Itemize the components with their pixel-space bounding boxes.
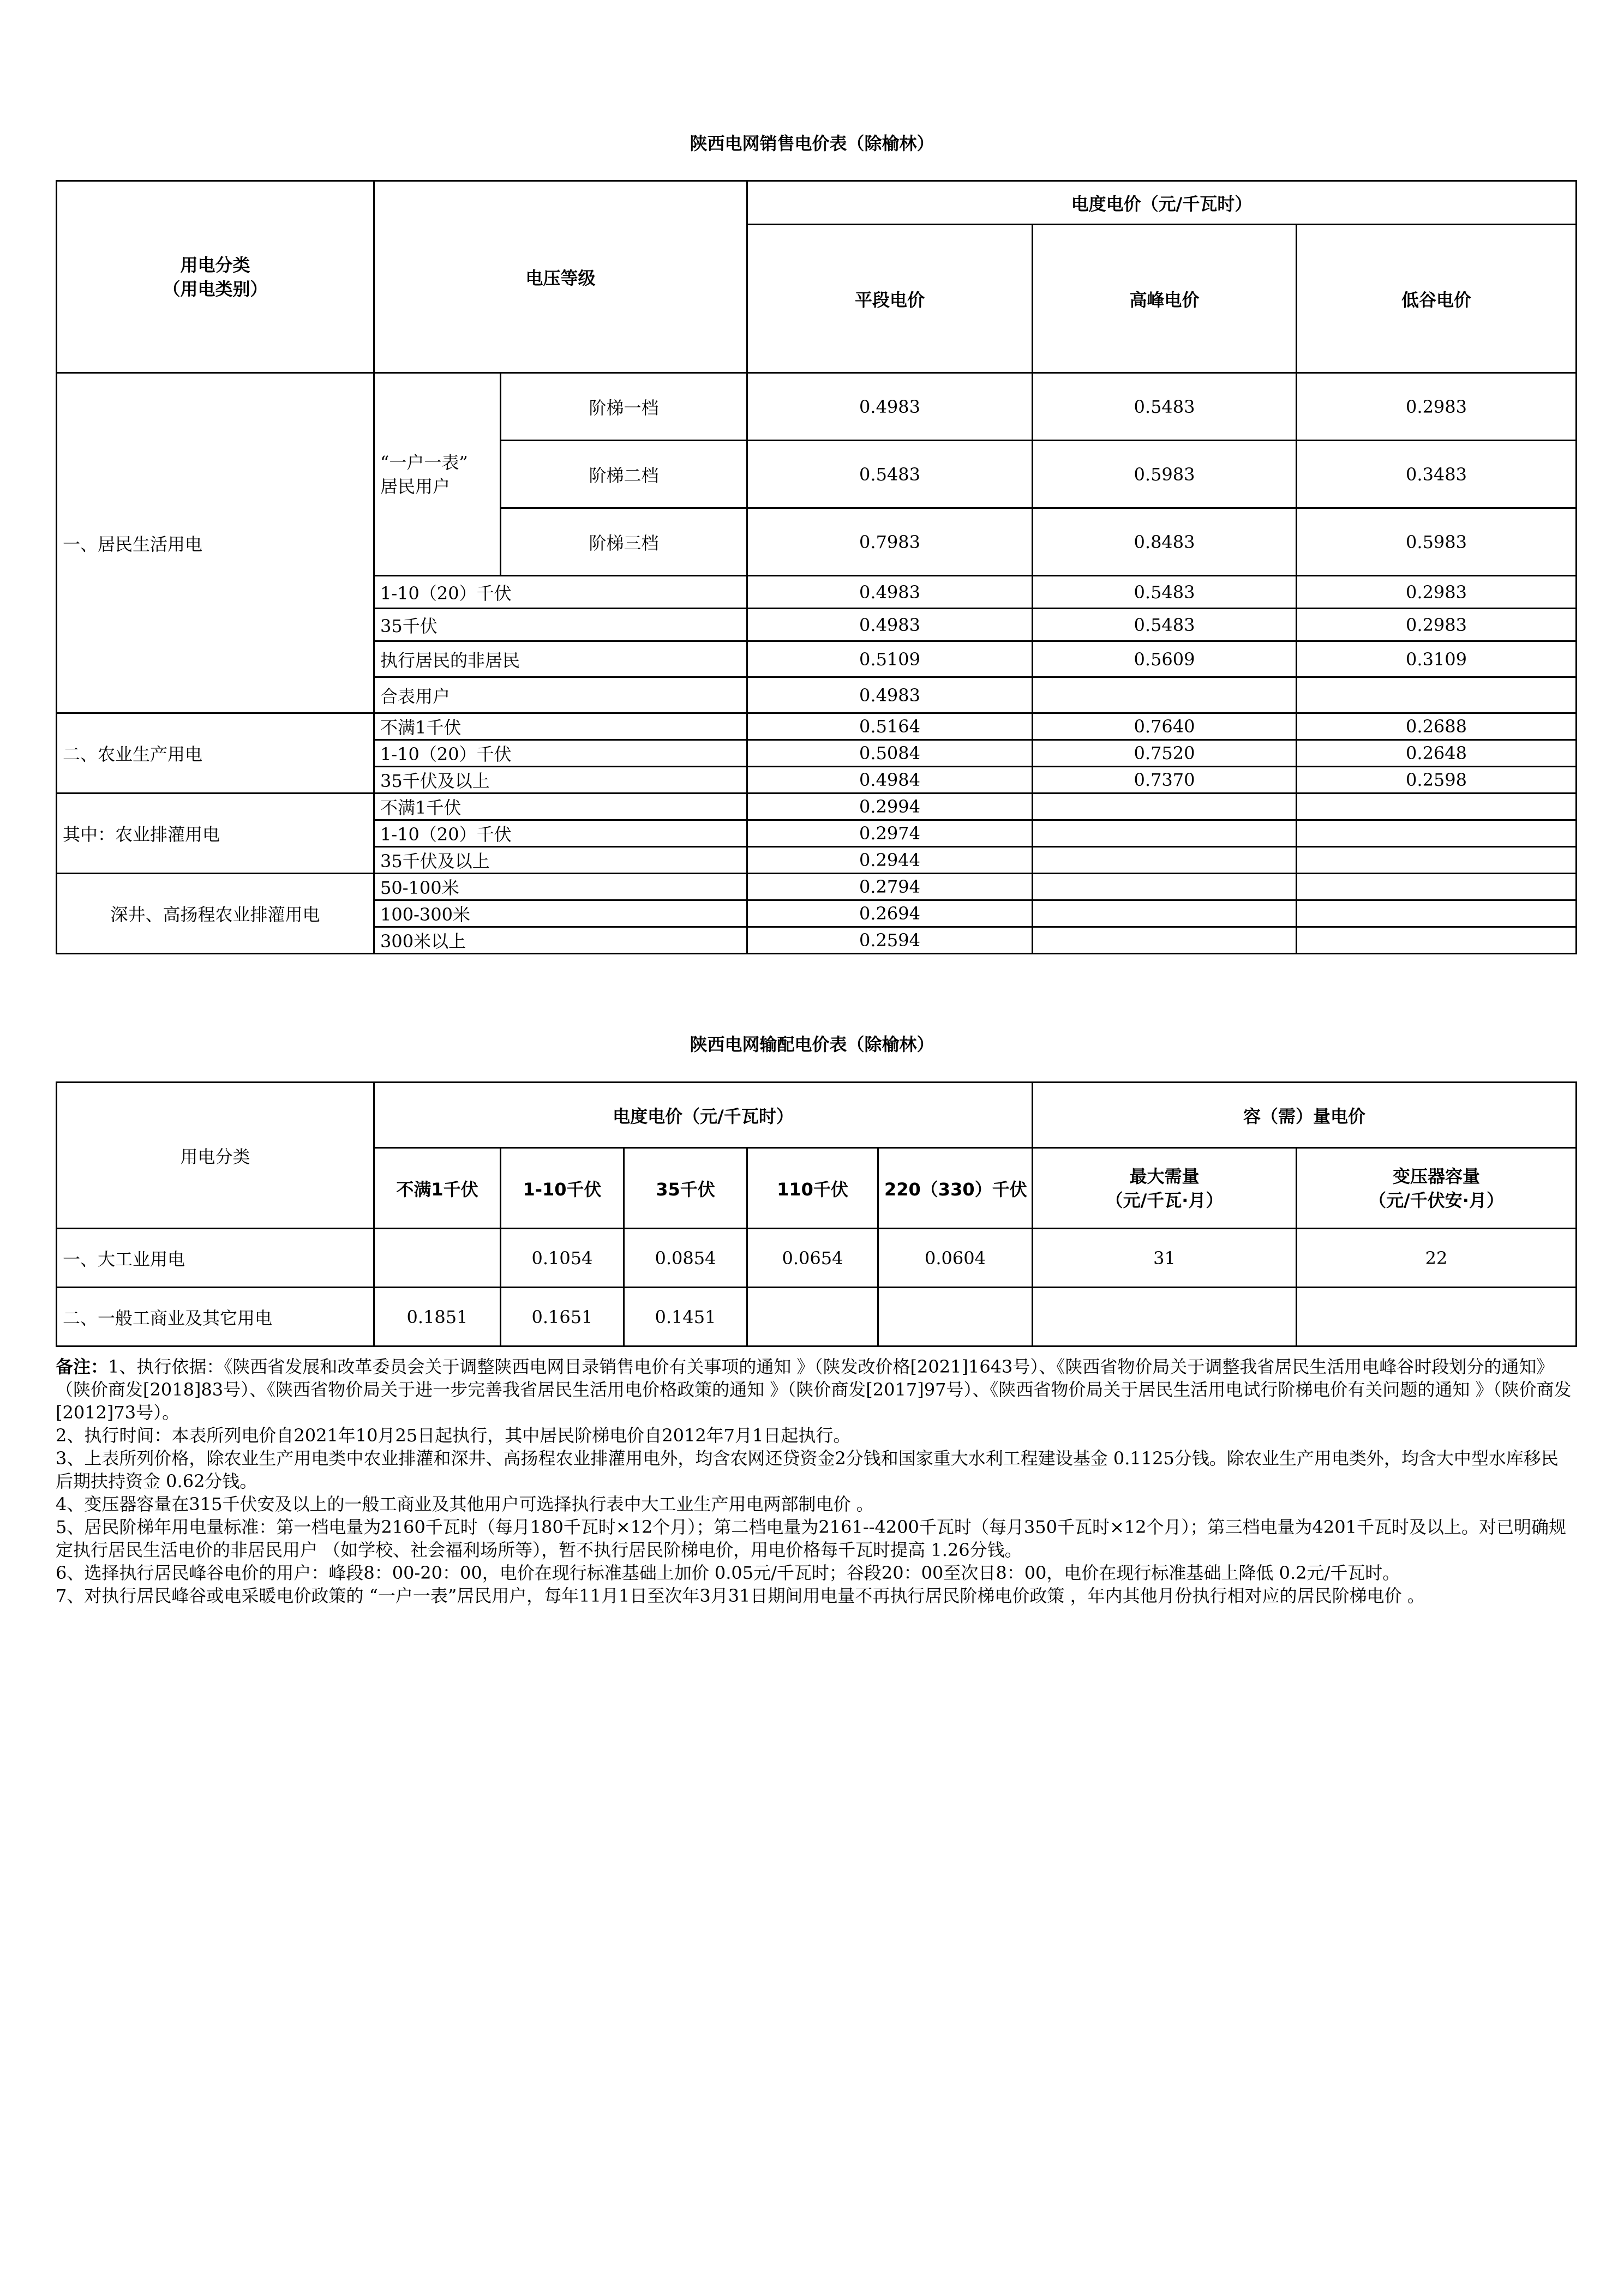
header-price-group: 电度电价（元/千瓦时） <box>747 181 1577 225</box>
header-v-220: 220（330）千伏 <box>878 1148 1033 1229</box>
valley-price: 0.2983 <box>1297 373 1577 441</box>
flat-price: 0.2594 <box>747 927 1033 954</box>
table-row <box>57 713 1577 740</box>
voltage-level: 1-10（20）千伏 <box>374 576 747 609</box>
header-v-lt1: 不满1千伏 <box>374 1148 501 1229</box>
sales-price-table <box>56 180 1577 954</box>
peak-price: 0.5483 <box>1033 609 1297 641</box>
notes-section <box>56 1355 1572 1607</box>
price-transformer <box>1297 1288 1577 1347</box>
header-capacity-group: 容（需）量电价 <box>1033 1083 1577 1148</box>
note-text: 1、执行依据：《陕西省发展和改革委员会关于调整陕西电网目录销售电价有关事项的通知 》（陕发改价格[2021]1643号）、《陕西省物价局关于调整我省居民生活用电峰谷时段划分的通知》（陕价商发[2018]83号）、《陕西省物价局关于进一步完善我省居民生活用电价格政策的通知 》（陕价商发[2017]97号）、《陕西省物价局关于居民生活用电试行阶梯电价有关问题的通知 》（陕价商发[2012]73号）。 <box>56 1356 1572 1423</box>
valley-price <box>1297 677 1577 713</box>
voltage-level: 50-100米 <box>374 874 747 900</box>
price-v-1-10: 0.1651 <box>501 1288 624 1347</box>
flat-price: 0.4984 <box>747 767 1033 794</box>
price-v-35: 0.0854 <box>624 1229 747 1288</box>
valley-price <box>1297 820 1577 847</box>
peak-price: 0.8483 <box>1033 508 1297 576</box>
tier-level: 阶梯三档 <box>501 508 747 576</box>
price-max-demand: 31 <box>1033 1229 1297 1288</box>
header-max-demand: 最大需量 （元/千瓦·月） <box>1033 1148 1297 1229</box>
price-transformer: 22 <box>1297 1229 1577 1288</box>
flat-price: 0.5109 <box>747 641 1033 677</box>
voltage-level: 合表用户 <box>374 677 747 713</box>
flat-price: 0.4983 <box>747 677 1033 713</box>
table-row <box>57 794 1577 820</box>
valley-price <box>1297 900 1577 927</box>
peak-price: 0.5609 <box>1033 641 1297 677</box>
valley-price <box>1297 927 1577 954</box>
residential-label: 一、居民生活用电 <box>57 373 374 713</box>
header-voltage: 电压等级 <box>374 181 747 373</box>
peak-price: 0.7370 <box>1033 767 1297 794</box>
voltage-level: 不满1千伏 <box>374 713 747 740</box>
notes-label: 备注： <box>56 1356 109 1377</box>
transmission-price-table <box>56 1081 1577 1347</box>
flat-price: 0.4983 <box>747 373 1033 441</box>
voltage-level: 1-10（20）千伏 <box>374 820 747 847</box>
price-v-1-10: 0.1054 <box>501 1229 624 1288</box>
note-item <box>56 1355 1572 1424</box>
peak-price <box>1033 847 1297 874</box>
flat-price: 0.2694 <box>747 900 1033 927</box>
flat-price: 0.4983 <box>747 609 1033 641</box>
price-v-35: 0.1451 <box>624 1288 747 1347</box>
table-row <box>57 874 1577 900</box>
note-item: 2、执行时间：本表所列电价自2021年10月25日起执行，其中居民阶梯电价自2012年7月1日起执行。 <box>56 1425 851 1446</box>
valley-price: 0.2598 <box>1297 767 1577 794</box>
sales-table-title: 陕西电网销售电价表（除榆林） <box>690 133 934 154</box>
tier-level: 阶梯二档 <box>501 441 747 508</box>
peak-price <box>1033 900 1297 927</box>
header-v-35: 35千伏 <box>624 1148 747 1229</box>
irrigation-label: 其中：农业排灌用电 <box>57 794 374 874</box>
table-row <box>57 1229 1577 1288</box>
one-meter-label: “一户一表” 居民用户 <box>374 373 501 576</box>
flat-price: 0.2944 <box>747 847 1033 874</box>
price-v-110 <box>747 1288 878 1347</box>
price-v-lt1: 0.1851 <box>374 1288 501 1347</box>
price-v-110: 0.0654 <box>747 1229 878 1288</box>
flat-price: 0.2794 <box>747 874 1033 900</box>
note-item: 5、居民阶梯年用电量标准：第一档电量为2160千瓦时（每月180千瓦时×12个月）；第二档电量为2161--4200千瓦时（每月350千瓦时×12个月）；第三档电量为4201千瓦时及以上。对已明确规定执行居民生活电价的非居民用户 （如学校、社会福利场所等），暂不执行居民阶梯电价，用电价格每千瓦时提高 1.26分钱。 <box>56 1517 1566 1560</box>
note-item: 6、选择执行居民峰谷电价的用户：峰段8：00-20：00，电价在现行标准基础上加价 0.05元/千瓦时；谷段20：00至次日8：00，电价在现行标准基础上降低 0.2元/千瓦时。 <box>56 1562 1400 1583</box>
valley-price: 0.2983 <box>1297 576 1577 609</box>
price-v-lt1 <box>374 1229 501 1288</box>
flat-price: 0.5164 <box>747 713 1033 740</box>
peak-price <box>1033 794 1297 820</box>
tier-level: 阶梯一档 <box>501 373 747 441</box>
peak-price: 0.5483 <box>1033 576 1297 609</box>
table-row <box>57 373 1577 441</box>
header-transformer: 变压器容量 （元/千伏安·月） <box>1297 1148 1577 1229</box>
valley-price: 0.2688 <box>1297 713 1577 740</box>
voltage-level: 300米以上 <box>374 927 747 954</box>
peak-price <box>1033 677 1297 713</box>
peak-price <box>1033 820 1297 847</box>
valley-price <box>1297 874 1577 900</box>
voltage-level: 35千伏及以上 <box>374 767 747 794</box>
valley-price: 0.2983 <box>1297 609 1577 641</box>
flat-price: 0.4983 <box>747 576 1033 609</box>
price-v-220 <box>878 1288 1033 1347</box>
flat-price: 0.2994 <box>747 794 1033 820</box>
peak-price: 0.7520 <box>1033 740 1297 767</box>
agriculture-label: 二、农业生产用电 <box>57 713 374 794</box>
price-max-demand <box>1033 1288 1297 1347</box>
flat-price: 0.5483 <box>747 441 1033 508</box>
note-item: 3、上表所列价格，除农业生产用电类中农业排灌和深井、高扬程农业排灌用电外，均含农网还贷资金2分钱和国家重大水利工程建设基金 0.1125分钱。除农业生产用电类外，均含大中型水库移民后期扶持资金 0.62分钱。 <box>56 1448 1559 1492</box>
header-category: 用电分类 （用电类别） <box>57 181 374 373</box>
voltage-level: 不满1千伏 <box>374 794 747 820</box>
peak-price <box>1033 927 1297 954</box>
header-flat: 平段电价 <box>747 225 1033 373</box>
voltage-level: 执行居民的非居民 <box>374 641 747 677</box>
voltage-level: 1-10（20）千伏 <box>374 740 747 767</box>
flat-price: 0.5084 <box>747 740 1033 767</box>
price-v-220: 0.0604 <box>878 1229 1033 1288</box>
header-valley: 低谷电价 <box>1297 225 1577 373</box>
header-v-1-10: 1-10千伏 <box>501 1148 624 1229</box>
valley-price: 0.3109 <box>1297 641 1577 677</box>
valley-price: 0.5983 <box>1297 508 1577 576</box>
header-v-110: 110千伏 <box>747 1148 878 1229</box>
valley-price: 0.2648 <box>1297 740 1577 767</box>
table-row <box>57 1288 1577 1347</box>
header-peak: 高峰电价 <box>1033 225 1297 373</box>
valley-price <box>1297 847 1577 874</box>
category-label: 二、一般工商业及其它用电 <box>57 1288 374 1347</box>
peak-price: 0.7640 <box>1033 713 1297 740</box>
peak-price: 0.5983 <box>1033 441 1297 508</box>
peak-price: 0.5483 <box>1033 373 1297 441</box>
flat-price: 0.7983 <box>747 508 1033 576</box>
header-category: 用电分类 <box>57 1083 374 1229</box>
valley-price: 0.3483 <box>1297 441 1577 508</box>
deep-well-label: 深井、高扬程农业排灌用电 <box>57 874 374 954</box>
note-item: 4、变压器容量在315千伏安及以上的一般工商业及其他用户可选择执行表中大工业生产用电两部制电价 。 <box>56 1494 874 1514</box>
note-item: 7、对执行居民峰谷或电采暖电价政策的 “一户一表”居民用户，每年11月1日至次年3月31日期间用电量不再执行居民阶梯电价政策 ，年内其他月份执行相对应的居民阶梯电价 。 <box>56 1585 1425 1606</box>
flat-price: 0.2974 <box>747 820 1033 847</box>
voltage-level: 35千伏及以上 <box>374 847 747 874</box>
transmission-table-title: 陕西电网输配电价表（除榆林） <box>690 1034 934 1055</box>
voltage-level: 100-300米 <box>374 900 747 927</box>
valley-price <box>1297 794 1577 820</box>
category-label: 一、大工业用电 <box>57 1229 374 1288</box>
voltage-level: 35千伏 <box>374 609 747 641</box>
header-energy-group: 电度电价（元/千瓦时） <box>374 1083 1033 1148</box>
peak-price <box>1033 874 1297 900</box>
